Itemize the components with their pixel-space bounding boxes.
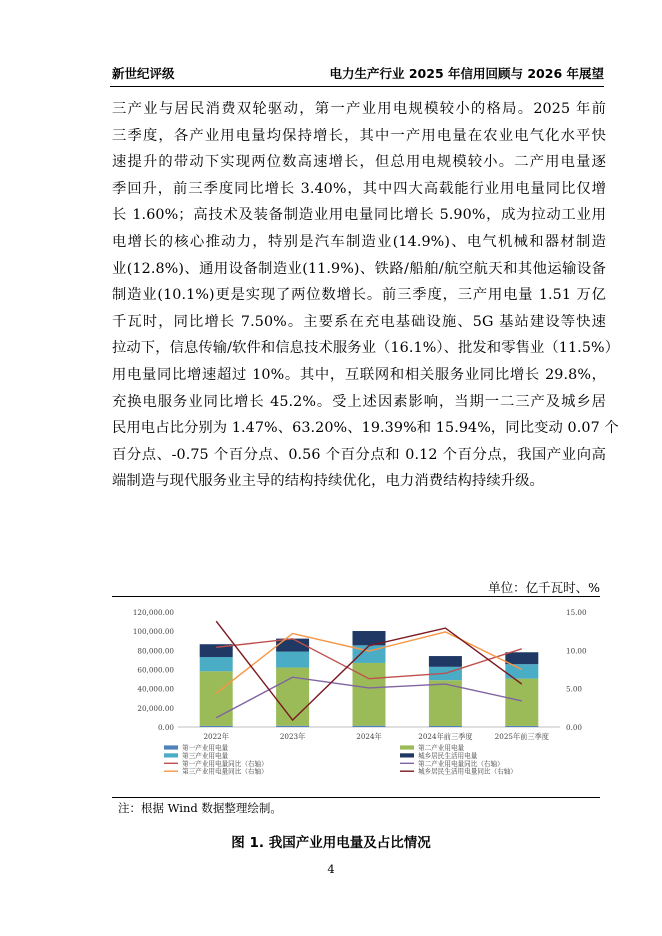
text-line: 用电量同比增速超过 10%。其中，互联网和相关服务业同比增长 29.8%， xyxy=(112,366,606,383)
text-line: 电增长的核心推动力，特别是汽车制造业(14.9%)、电气机械和器材制造 xyxy=(112,233,606,250)
legend-swatch xyxy=(400,753,414,757)
x-axis-tick-label: 2023年 xyxy=(279,732,306,741)
text-line: 拉动下，信息传输/软件和信息技术服务业（16.1%）、批发和零售业（11.5%） xyxy=(112,340,620,357)
left-axis-tick-label: 100,000.00 xyxy=(132,627,174,637)
right-axis-tick-label: 10.00 xyxy=(566,646,587,656)
text-line: 速提升的带动下实现两位数高速增长，但总用电规模较小。二产用电量逐 xyxy=(112,154,606,171)
chart-unit-label: 单位：亿千瓦时、% xyxy=(488,580,600,595)
legend-swatch xyxy=(164,753,178,757)
legend-swatch xyxy=(400,745,414,749)
header-report-title: 电力生产行业 2025 年信用回顾与 2026 年展望 xyxy=(329,66,604,81)
bar-segment-series-3 xyxy=(200,657,233,671)
right-axis-tick-label: 0.00 xyxy=(566,723,583,732)
text-line: 千瓦时，同比增长 7.50%。主要系在充电基础设施、5G 基站建设等快速 xyxy=(112,313,606,330)
legend-label: 第二产业用电量 xyxy=(418,744,465,752)
bar-segment-series-2 xyxy=(276,668,309,726)
header-org-name: 新世纪评级 xyxy=(112,66,175,81)
text-line: 季回升，前三季度同比增长 3.40%，其中四大高载能行业用电量同比仅增 xyxy=(112,180,606,197)
bar-segment-series-3 xyxy=(276,652,309,668)
text-line: 制造业(10.1%)更是实现了两位数增长。前三季度，三产用电量 1.51 万亿 xyxy=(112,287,606,304)
left-axis-tick-label: 0.00 xyxy=(157,723,174,732)
left-axis-tick-label: 120,000.00 xyxy=(132,608,174,617)
left-axis-tick-label: 80,000.00 xyxy=(137,646,174,656)
left-axis-tick-label: 20,000.00 xyxy=(137,703,174,713)
legend-label: 第二产业用电量同比（右轴） xyxy=(418,759,504,768)
right-axis-tick-label: 5.00 xyxy=(566,684,583,694)
bar-segment-series-2 xyxy=(505,679,538,726)
bar-segment-series-1 xyxy=(200,726,233,727)
bar-segment-series-1 xyxy=(276,726,309,727)
page-number: 4 xyxy=(327,862,335,876)
x-axis-tick-label: 2024年前三季度 xyxy=(418,732,473,741)
text-line: 长 1.60%；高技术及装备制造业用电量同比增长 5.90%，成为拉动工业用 xyxy=(112,207,606,224)
bar-segment-series-4 xyxy=(429,656,462,667)
left-axis-tick-label: 40,000.00 xyxy=(137,684,174,694)
legend-label: 第三产业用电量 xyxy=(182,751,229,760)
text-line: 三产业与居民消费双轮驱动，第一产业用电规模较小的格局。2025 年前 xyxy=(112,101,606,117)
chart xyxy=(112,597,600,797)
header-rule xyxy=(110,86,604,87)
text-line: 百分点、-0.75 个百分点、0.56 个百分点和 0.12 个百分点，我国产业向高 xyxy=(112,446,606,463)
bar-segment-series-1 xyxy=(429,726,462,727)
x-axis-tick-label: 2022年 xyxy=(203,732,229,741)
chart-frame xyxy=(112,596,600,798)
bar-segment-series-1 xyxy=(505,726,538,727)
bar-segment-series-4 xyxy=(505,652,538,664)
legend-label: 城乡居民生活用电量同比（右轴） xyxy=(418,767,517,776)
text-line: 业(12.8%)、通用设备制造业(11.9%)、铁路/船舶/航空航天和其他运输设备 xyxy=(112,260,606,277)
legend-label: 第一产业用电量 xyxy=(182,744,229,752)
legend-label: 城乡居民生活用电量 xyxy=(418,751,478,760)
legend-label: 第一产业用电量同比（右轴） xyxy=(182,759,268,768)
text-line: 民用电占比分别为 1.47%、63.20%、19.39%和 15.94%，同比变动 0.07 个 xyxy=(112,420,619,437)
right-axis-tick-label: 15.00 xyxy=(566,608,587,617)
legend-swatch xyxy=(164,745,178,749)
body-paragraph xyxy=(112,96,620,495)
chart-source-note: 注：根据 Wind 数据整理绘制。 xyxy=(118,801,282,815)
left-axis-tick-label: 60,000.00 xyxy=(137,665,174,675)
text-line: 三季度，各产业用电量均保持增长，其中一产用电量在农业电气化水平快 xyxy=(112,127,606,144)
text-line: 充换电服务业同比增长 45.2%。受上述因素影响，当期一二三产及城乡居 xyxy=(112,393,606,410)
text-line: 端制造与现代服务业主导的结构持续优化，电力消费结构持续升级。 xyxy=(112,473,544,490)
figure-caption: 图 1. 我国产业用电量及占比情况 xyxy=(231,835,431,851)
x-axis-tick-label: 2024年 xyxy=(356,732,382,741)
x-axis-tick-label: 2025年前三季度 xyxy=(494,732,549,741)
bar-segment-series-1 xyxy=(353,726,386,727)
legend-label: 第三产业用电量同比（右轴） xyxy=(182,767,268,776)
